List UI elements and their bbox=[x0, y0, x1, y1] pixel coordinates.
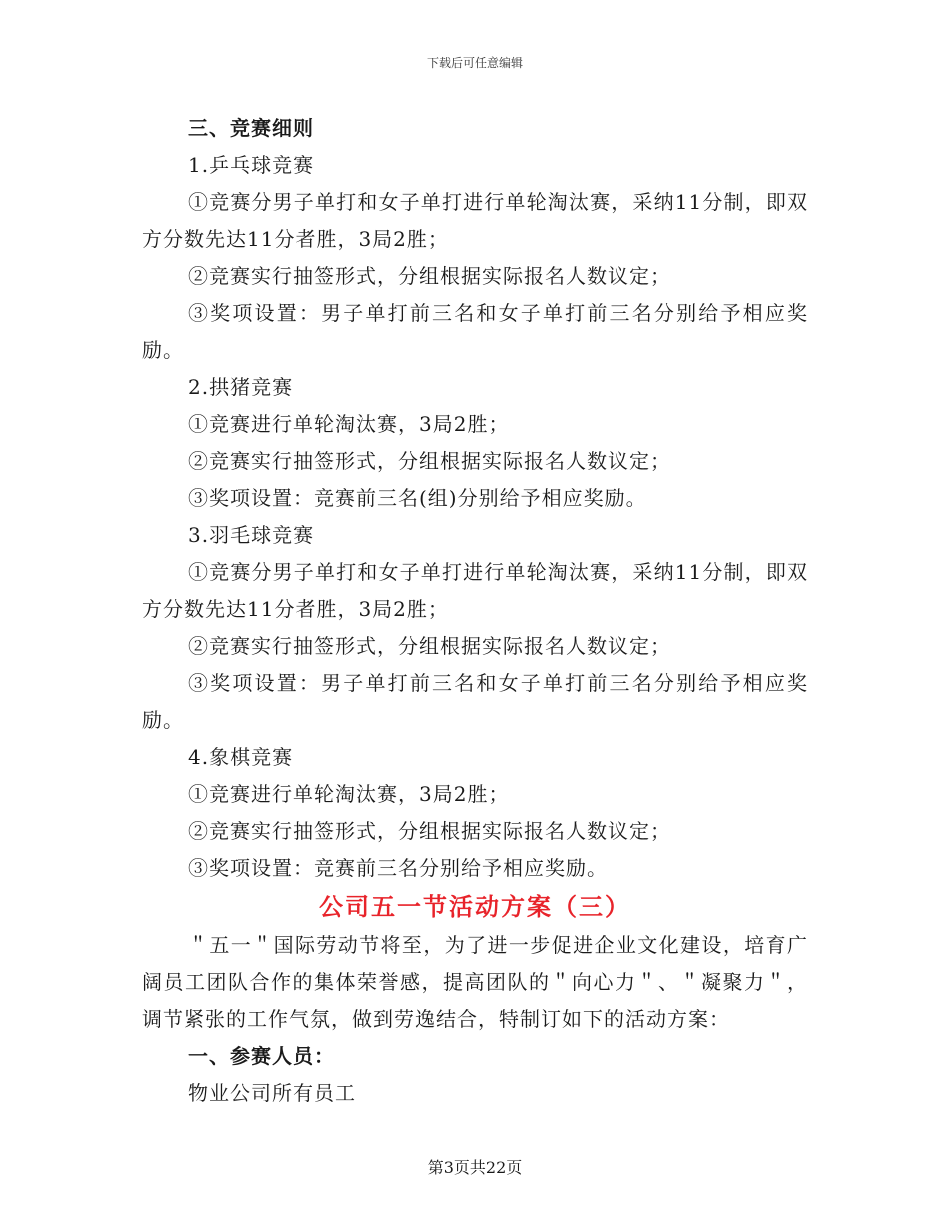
subsection-title-gongzhu: 2.拱猪竞赛 bbox=[188, 375, 294, 399]
pingpong-item-3: ③奖项设置：男子单打前三名和女子单打前三名分别给予相应奖励。 bbox=[142, 301, 808, 362]
plan-title: 公司五一节活动方案（三） bbox=[319, 892, 631, 921]
badminton-item-1: ①竞赛分男子单打和女子单打进行单轮淘汰赛，采纳11分制，即双方分数先达11分者胜，3局2胜； bbox=[142, 560, 808, 621]
intro-paragraph: ＂五一＂国际劳动节将至，为了进一步促进企业文化建设，培育广阔员工团队合作的集体荣誉感，提高团队的＂向心力＂、＂凝聚力＂，调节紧张的工作气氛，做到劳逸结合，特制订如下的活动方案： bbox=[142, 933, 808, 1031]
badminton-item-3: ③奖项设置：男子单打前三名和女子单打前三名分别给予相应奖励。 bbox=[142, 671, 808, 732]
gongzhu-item-3: ③奖项设置：竞赛前三名(组)分别给予相应奖励。 bbox=[188, 486, 647, 510]
chess-item-1: ①竞赛进行单轮淘汰赛，3局2胜； bbox=[188, 782, 510, 806]
document-body bbox=[142, 110, 808, 1112]
subsection-title-badminton: 3.羽毛球竞赛 bbox=[188, 523, 315, 547]
gongzhu-item-2: ②竞赛实行抽签形式，分组根据实际报名人数议定； bbox=[188, 449, 671, 473]
participants-heading: 一、参赛人员： bbox=[188, 1044, 335, 1068]
gongzhu-item-1: ①竞赛进行单轮淘汰赛，3局2胜； bbox=[188, 412, 510, 436]
section-heading: 三、竞赛细则 bbox=[188, 116, 314, 140]
chess-item-3: ③奖项设置：竞赛前三名分别给予相应奖励。 bbox=[188, 856, 608, 880]
page-number: 第3页共22页 bbox=[427, 1158, 523, 1177]
pingpong-item-1: ①竞赛分男子单打和女子单打进行单轮淘汰赛，采纳11分制，即双方分数先达11分者胜，3局2胜； bbox=[142, 190, 808, 251]
badminton-item-2: ②竞赛实行抽签形式，分组根据实际报名人数议定； bbox=[188, 634, 671, 658]
participants-text: 物业公司所有员工 bbox=[188, 1081, 356, 1105]
subsection-title-chess: 4.象棋竞赛 bbox=[188, 745, 294, 769]
subsection-title-pingpong: 1.乒乓球竞赛 bbox=[188, 153, 315, 177]
header-note: 下载后可任意编辑 bbox=[426, 56, 523, 70]
chess-item-2: ②竞赛实行抽签形式，分组根据实际报名人数议定； bbox=[188, 819, 671, 843]
pingpong-item-2: ②竞赛实行抽签形式，分组根据实际报名人数议定； bbox=[188, 264, 671, 288]
